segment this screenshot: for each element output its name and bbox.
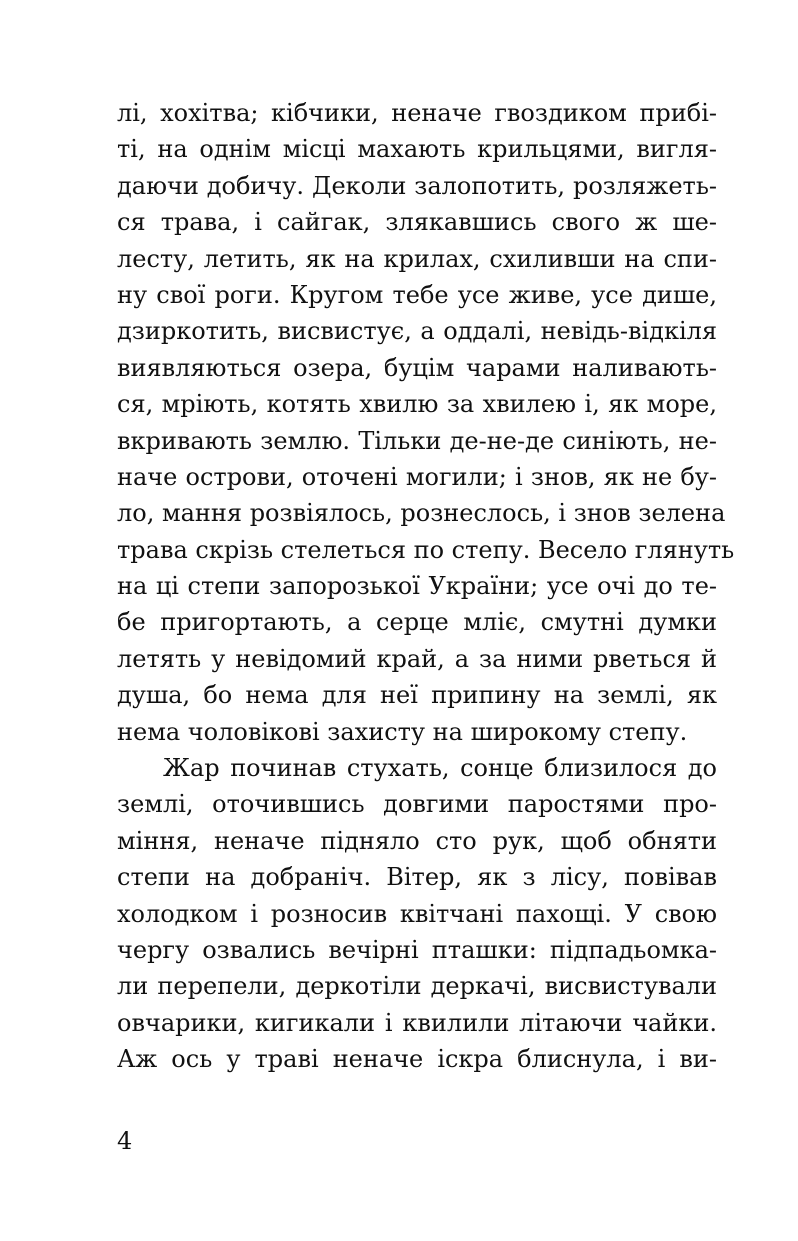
- text-line: ну свої роги. Кругом тебе усе живе, усе дише,: [117, 280, 717, 309]
- text-line: лесту, летить, як на крилах, схиливши на спи-: [117, 244, 717, 273]
- text-line: ті, на однім місці махають крильцями, вигля-: [117, 135, 717, 164]
- body-text: [117, 95, 735, 1078]
- text-line: землі, оточившись довгими паростями про-: [117, 790, 717, 819]
- text-line: ло, мання розвіялось, рознеслось, і знов зелена: [117, 499, 726, 528]
- text-line: наче острови, оточені могили; і знов, як не бу-: [117, 462, 717, 491]
- text-line: ся трава, і сайгак, злякавшись свого ж ше-: [117, 208, 717, 237]
- text-line: овчарики, кигикали і квилили літаючи чайки.: [117, 1008, 717, 1037]
- text-line: Жар починав стухать, сонце близилося до: [163, 754, 717, 783]
- text-line: дзиркотить, висвистує, а оддалі, невідь-відкіля: [117, 317, 717, 346]
- text-line: холодком і розносив квітчані пахощі. У свою: [117, 899, 717, 928]
- text-line: Аж ось у траві неначе іскра блиснула, і ви-: [117, 1045, 717, 1074]
- text-line: вкривають землю. Тільки де-не-де синіють, не-: [117, 426, 717, 455]
- paragraph-2: [117, 750, 717, 1078]
- text-line: степи на добраніч. Вітер, як з лісу, повівав: [117, 863, 717, 892]
- text-line: виявляються озера, буцім чарами наливають-: [117, 353, 717, 382]
- text-line: ли перепели, деркотіли деркачі, висвистували: [117, 972, 717, 1001]
- text-line: летять у невідомий край, а за ними рветься й: [117, 644, 717, 673]
- text-line: чергу озвались вечірні пташки: підпадьомка-: [117, 935, 717, 964]
- text-line: нема чоловікові захисту на широкому степу.: [117, 717, 688, 746]
- text-line: бе пригортають, а серце мліє, смутні думки: [117, 608, 717, 637]
- text-line: на ці степи запорозької України; усе очі до те-: [117, 572, 717, 601]
- text-line: даючи добичу. Деколи залопотить, розляжеть-: [117, 171, 717, 200]
- text-line: міння, неначе підняло сто рук, щоб обняти: [117, 826, 717, 855]
- page-number: 4: [117, 1127, 133, 1155]
- text-line: ся, мріють, котять хвилю за хвилею і, як море,: [117, 390, 717, 419]
- paragraph-1: [117, 95, 735, 750]
- text-line: трава скрізь стелеться по степу. Весело глянуть: [117, 535, 735, 564]
- text-line: лі, хохітва; кібчики, неначе гвоздиком прибі-: [117, 99, 717, 127]
- text-line: душа, бо нема для неї припину на землі, як: [117, 681, 717, 710]
